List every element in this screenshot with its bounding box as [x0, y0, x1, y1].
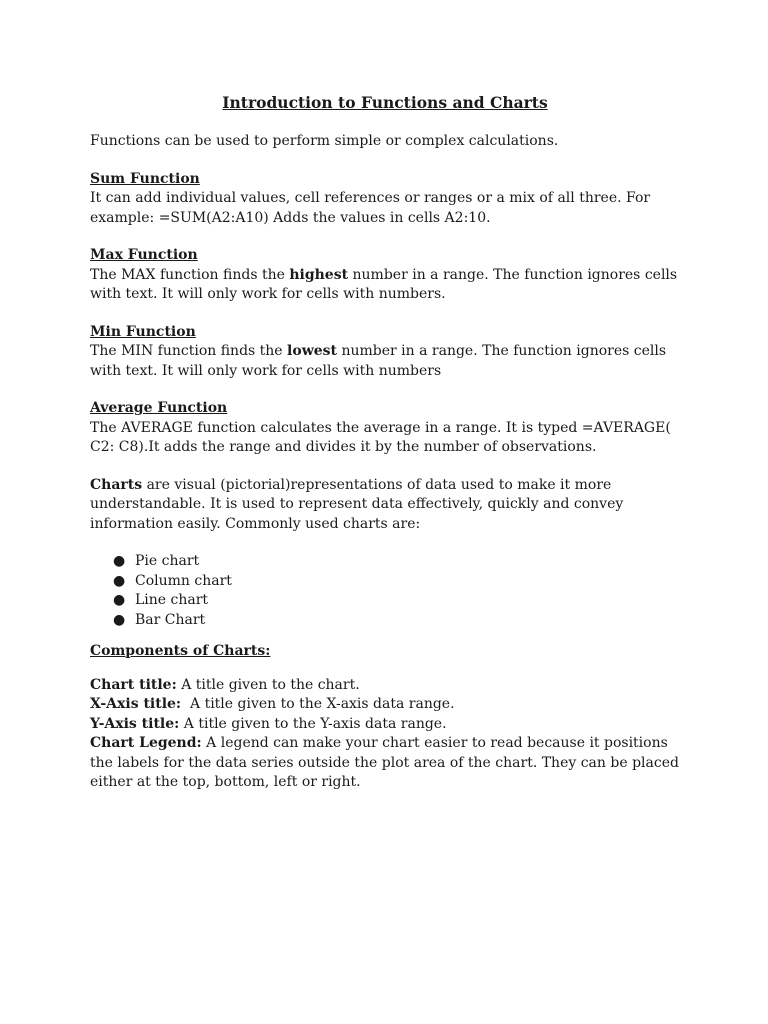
- min-text-after: number in a range. The function ignores cells with text. It will only work for cells with numbers: [90, 343, 667, 379]
- bullet-icon: ●: [113, 611, 126, 628]
- list-item-label: Line chart: [135, 592, 209, 608]
- charts-paragraph: [90, 476, 680, 535]
- max-text-before: The MAX function finds the: [90, 266, 290, 283]
- x-axis-label: X-Axis title:: [90, 696, 182, 712]
- charts-bold: Charts: [90, 476, 143, 493]
- average-section: [90, 399, 680, 458]
- bullet-icon: ●: [113, 553, 126, 569]
- list-item-label: Column chart: [135, 572, 232, 589]
- max-text-bold: highest: [289, 266, 349, 283]
- y-axis-text: A title given to the Y-axis data range.: [179, 715, 447, 732]
- legend-definition: [90, 734, 680, 793]
- list-item: [113, 552, 680, 572]
- intro-paragraph: Functions can be used to perform simple or complex calculations.: [90, 133, 559, 149]
- document-page: [90, 92, 680, 793]
- legend-text: A legend can make your chart easier to read because it positions the labels for the data series outside the plot area of the chart. They can be placed either at the top, bottom, left or right.: [90, 735, 679, 790]
- y-axis-label: Y-Axis title:: [90, 715, 180, 732]
- y-axis-definition: [90, 715, 680, 735]
- max-section: [90, 246, 680, 305]
- list-item-label: Bar Chart: [135, 611, 206, 628]
- chart-types-list: [90, 552, 680, 630]
- chart-title-label: Chart title:: [90, 676, 177, 693]
- list-item: [113, 611, 680, 631]
- min-heading: Min Function: [90, 323, 196, 340]
- document-title: Introduction to Functions and Charts: [222, 93, 548, 112]
- x-axis-definition: [90, 695, 680, 715]
- chart-title-text: A title given to the chart.: [176, 676, 360, 693]
- list-item-label: Pie chart: [135, 553, 200, 569]
- max-text: [90, 266, 680, 305]
- bullet-icon: ●: [113, 592, 126, 608]
- min-text: [90, 342, 680, 381]
- sum-section: [90, 170, 680, 229]
- charts-text: are visual (pictorial)representations of data used to make it more understandable. It is used to represent data effectively, quickly and convey information easily. Commonly used charts are:: [90, 476, 624, 532]
- min-section: [90, 323, 680, 382]
- min-text-bold: lowest: [287, 343, 338, 359]
- sum-heading: Sum Function: [90, 170, 200, 187]
- max-text-after: number in a range. The function ignores cells with text. It will only work for cells with numbers.: [90, 266, 678, 302]
- chart-title-definition: [90, 676, 680, 696]
- average-text: The AVERAGE function calculates the average in a range. It is typed =AVERAGE( C2: C8).It adds the range and divides it by the number of observations.: [90, 419, 671, 455]
- components-heading: Components of Charts:: [90, 643, 271, 659]
- list-item: [113, 572, 680, 592]
- x-axis-text: A title given to the X-axis data range.: [181, 696, 455, 712]
- min-text-before: The MIN function finds the: [90, 343, 288, 359]
- max-heading: Max Function: [90, 247, 198, 263]
- list-item: [113, 591, 680, 611]
- components-section: [90, 676, 680, 793]
- sum-text: It can add individual values, cell references or ranges or a mix of all three. For example: =SUM(A2:A10) Adds the values in cells A2:10.: [90, 190, 651, 226]
- average-heading: Average Function: [90, 400, 228, 416]
- legend-label: Chart Legend:: [90, 735, 202, 751]
- bullet-icon: ●: [113, 572, 126, 589]
